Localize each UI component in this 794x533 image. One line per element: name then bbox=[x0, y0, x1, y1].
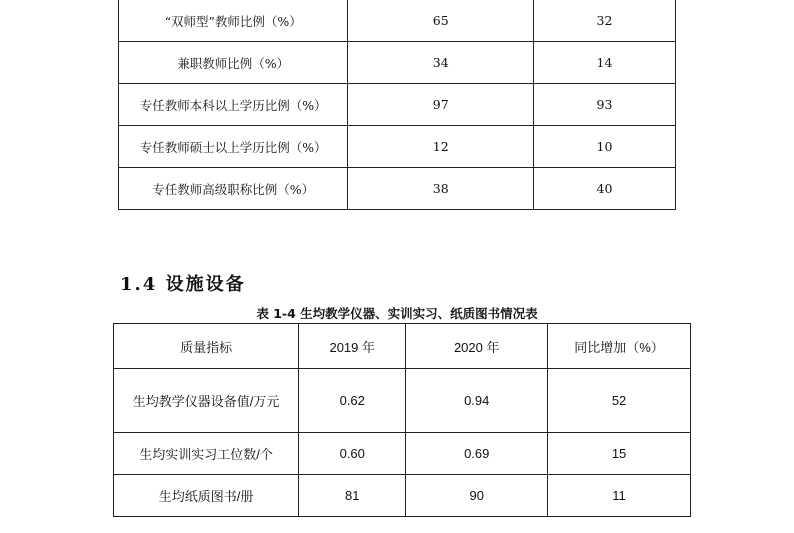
cell-2019: 34 bbox=[348, 42, 534, 84]
table-row bbox=[119, 84, 676, 126]
cell-2020: 40 bbox=[534, 168, 676, 210]
column-header: 同比增加（%） bbox=[548, 324, 691, 369]
cell-change: 15 bbox=[548, 433, 691, 475]
table-row bbox=[119, 42, 676, 84]
cell-2020: 93 bbox=[534, 84, 676, 126]
row-label: 专任教师高级职称比例（%） bbox=[119, 168, 348, 210]
column-header: 2020 年 bbox=[406, 324, 548, 369]
cell-change: 52 bbox=[548, 369, 691, 433]
table-row bbox=[119, 0, 676, 42]
row-label: “双师型”教师比例（%） bbox=[119, 0, 348, 42]
cell-2020: 10 bbox=[534, 126, 676, 168]
table-row bbox=[114, 475, 691, 517]
table-row bbox=[119, 168, 676, 210]
cell-2019: 97 bbox=[348, 84, 534, 126]
table-row bbox=[119, 126, 676, 168]
cell-2019: 38 bbox=[348, 168, 534, 210]
cell-2019: 65 bbox=[348, 0, 534, 42]
row-label: 生均实训实习工位数/个 bbox=[114, 433, 299, 475]
row-label: 专任教师本科以上学历比例（%） bbox=[119, 84, 348, 126]
column-header: 质量指标 bbox=[114, 324, 299, 369]
table-row bbox=[114, 433, 691, 475]
cell-2020: 0.69 bbox=[406, 433, 548, 475]
table-header-row bbox=[114, 324, 691, 369]
teacher-ratio-table bbox=[118, 0, 676, 210]
cell-2020: 90 bbox=[406, 475, 548, 517]
cell-2019: 0.62 bbox=[299, 369, 406, 433]
cell-2019: 0.60 bbox=[299, 433, 406, 475]
row-label: 生均纸质图书/册 bbox=[114, 475, 299, 517]
cell-2020: 0.94 bbox=[406, 369, 548, 433]
section-heading: 1.4 设施设备 bbox=[120, 274, 246, 295]
cell-change: 11 bbox=[548, 475, 691, 517]
facilities-table bbox=[113, 323, 691, 517]
cell-2020: 14 bbox=[534, 42, 676, 84]
cell-2019: 81 bbox=[299, 475, 406, 517]
cell-2020: 32 bbox=[534, 0, 676, 42]
column-header: 2019 年 bbox=[299, 324, 406, 369]
table-row bbox=[114, 369, 691, 433]
row-label: 兼职教师比例（%） bbox=[119, 42, 348, 84]
row-label: 生均教学仪器设备值/万元 bbox=[114, 369, 299, 433]
cell-2019: 12 bbox=[348, 126, 534, 168]
row-label: 专任教师硕士以上学历比例（%） bbox=[119, 126, 348, 168]
table-caption: 表 1-4 生均教学仪器、实训实习、纸质图书情况表 bbox=[256, 306, 538, 321]
